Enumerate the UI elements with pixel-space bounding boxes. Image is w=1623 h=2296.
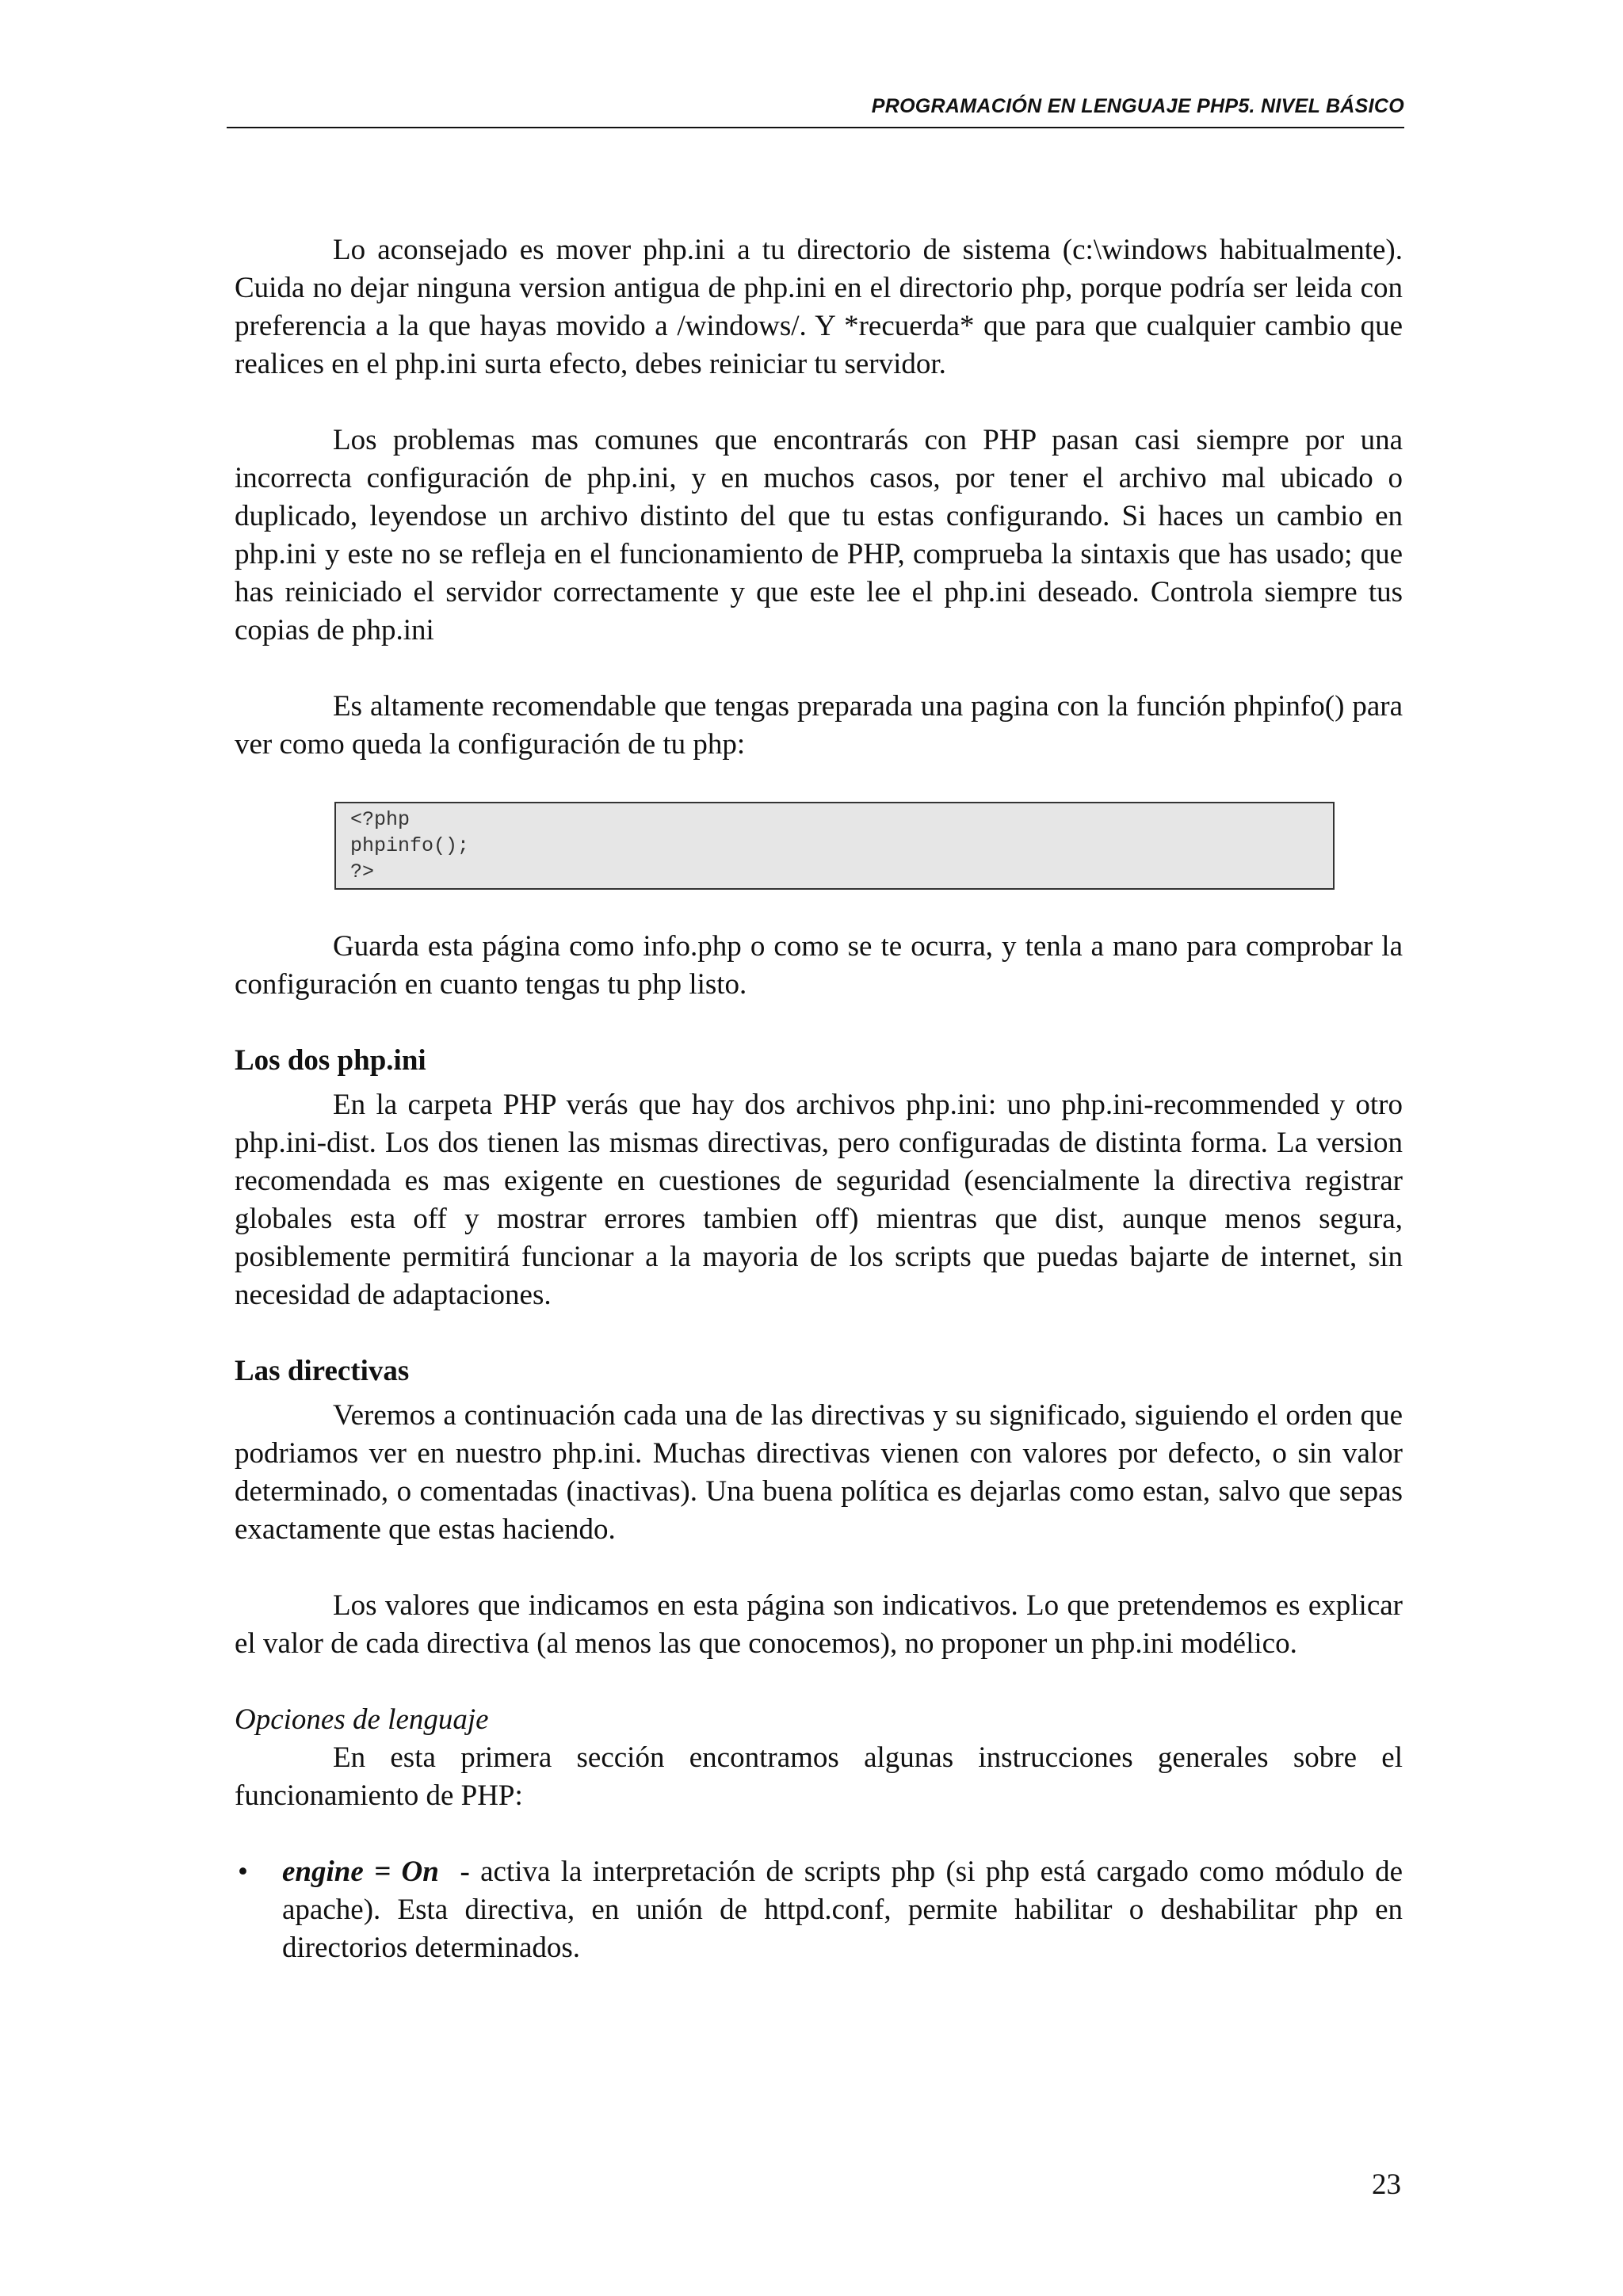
code-line: <?php <box>350 808 411 831</box>
paragraph-problemas-comunes: Los problemas mas comunes que encontrarás con PHP pasan casi siempre por una incorrecta configuración de php.ini, y en muchos casos, por tener el archivo mal ubicado o duplicado, leyendose un archivo distinto del que tu estas configurando. Si haces un cambio en php.ini y este no se refleja en el funcionamiento de PHP, comprueba la sintaxis que has usado; que has reiniciado el servidor correctamente y que este lee el php.ini deseado. Controla siempre tus copias de php.ini <box>235 424 1403 646</box>
section-heading-dos-phpini: Los dos php.ini <box>235 1044 426 1077</box>
code-line: ?> <box>350 860 375 883</box>
directive-term: engine = On <box>282 1855 439 1888</box>
paragraph-guarda-pagina: Guarda esta página como info.php o como se te ocurra, y tenla a mano para comprobar la configuración en cuanto tengas tu php listo. <box>235 930 1403 1001</box>
page-number: 23 <box>1372 2168 1401 2201</box>
paragraph-mover-phpini: Lo aconsejado es mover php.ini a tu directorio de sistema (c:\windows habitualmente). Cuida no dejar ninguna version antigua de php.ini en el directorio php, porque podría ser leida con preferencia a la que hayas movido a /windows/. Y *recuerda* que para que cualquier cambio que realices en el php.ini surta efecto, debes reiniciar tu servidor. <box>235 234 1403 380</box>
bullet-icon: • <box>238 1855 248 1888</box>
paragraph-dos-phpini: En la carpeta PHP verás que hay dos archivos php.ini: uno php.ini-recommended y otro php.ini-dist. Los dos tienen las mismas directivas, pero configuradas de distinta forma. La version recomendada es mas exigente en cuestiones de seguridad (esencialmente la directiva registrar globales esta off y mostrar errores tambien off) mientras que dist, aunque menos segura, posiblemente permitirá funcionar a la mayoria de los scripts que puedas bajarte de internet, sin necesidad de adaptaciones. <box>235 1089 1403 1311</box>
paragraph-phpinfo-recomendacion: Es altamente recomendable que tengas preparada una pagina con la función phpinfo() para ver como queda la configuración de tu php: <box>235 690 1403 761</box>
header-divider <box>227 127 1404 128</box>
directive-list <box>235 1853 1403 1967</box>
page-content <box>235 231 1403 1967</box>
list-item <box>235 1853 1403 1967</box>
directive-separator: - <box>460 1855 470 1888</box>
code-line: phpinfo(); <box>350 834 470 857</box>
code-block <box>334 802 1335 890</box>
section-heading-directivas: Las directivas <box>235 1355 410 1387</box>
running-header: PROGRAMACIÓN EN LENGUAJE PHP5. NIVEL BÁSICO <box>871 95 1404 117</box>
paragraph-valores-indicativos: Los valores que indicamos en esta página son indicativos. Lo que pretendemos es explicar el valor de cada directiva (al menos las que conocemos), no proponer un php.ini modélico. <box>235 1589 1403 1660</box>
subheading-opciones-lenguaje: Opciones de lenguaje <box>235 1703 489 1736</box>
paragraph-directivas-intro: Veremos a continuación cada una de las directivas y su significado, siguiendo el orden que podriamos ver en nuestro php.ini. Muchas directivas vienen con valores por defecto, o sin valor determinado, o comentadas (inactivas). Una buena política es dejarlas como estan, salvo que sepas exactamente que estas haciendo. <box>235 1399 1403 1546</box>
directive-description: activa la interpretación de scripts php (si php está cargado como módulo de apache). Esta directiva, en unión de httpd.conf, permite habilitar o deshabilitar php en directorios determinados. <box>282 1855 1403 1964</box>
paragraph-opciones-lenguaje: En esta primera sección encontramos algunas instrucciones generales sobre el funcionamiento de PHP: <box>235 1741 1403 1812</box>
